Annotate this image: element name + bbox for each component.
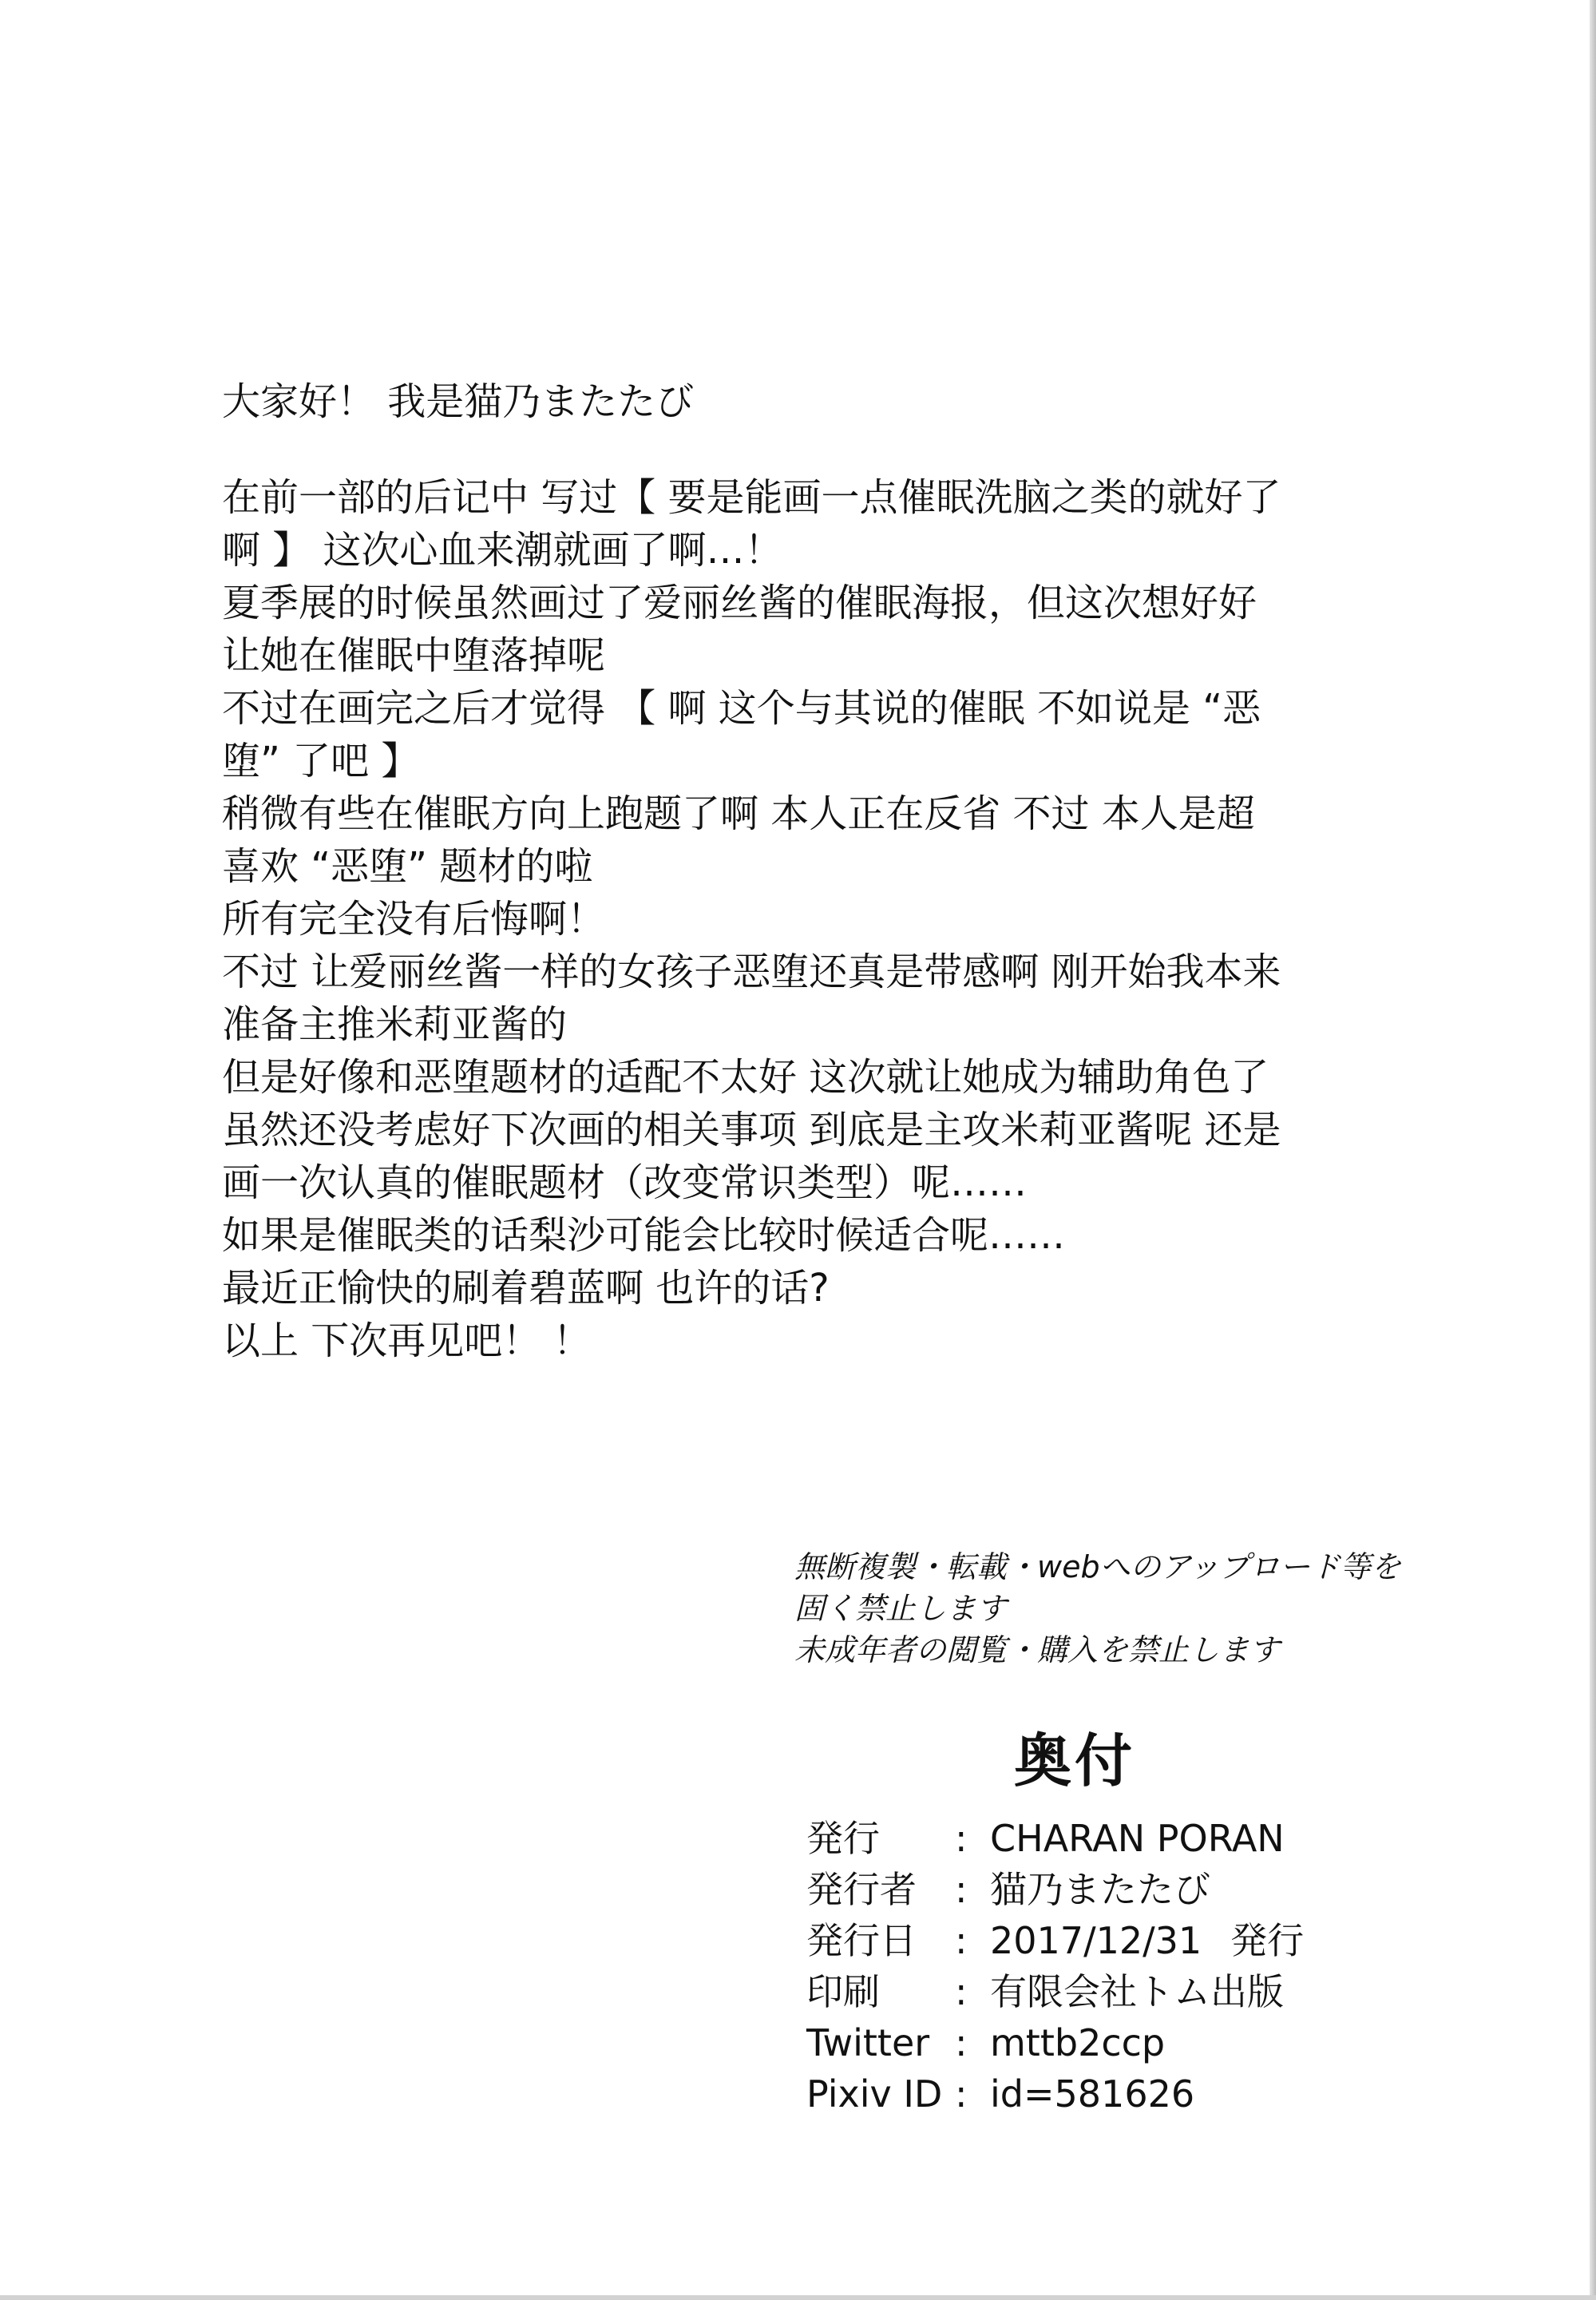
- afterword-line: 不过 让爱丽丝酱一样的女孩子恶堕还真是带感啊 刚开始我本来: [222, 950, 1281, 994]
- colophon-value: CHARAN PORAN: [990, 1817, 1285, 1860]
- colophon-separator: :: [955, 1868, 968, 1911]
- colophon-extra: 発行: [1230, 1919, 1305, 1962]
- colophon-value: id=581626: [990, 2072, 1195, 2116]
- colophon-separator: :: [955, 1817, 968, 1860]
- colophon-row-publisher: [806, 1813, 1493, 1864]
- colophon-label: 発行: [806, 1817, 880, 1860]
- colophon-separator: :: [955, 1919, 968, 1962]
- colophon-label: Twitter: [806, 2021, 930, 2064]
- afterword-line: 堕” 了吧 】: [222, 739, 420, 783]
- scan-edge-right: [1590, 0, 1596, 2300]
- colophon-title: 奥付: [1014, 1727, 1136, 1794]
- afterword-line: 喜欢 “恶堕” 题材的啦: [222, 844, 593, 889]
- afterword-greeting: 大家好！ 我是猫乃またたび: [222, 379, 695, 424]
- colophon-separator: :: [955, 2072, 968, 2116]
- colophon-value: 猫乃またたび: [990, 1868, 1210, 1911]
- colophon-row-date: [806, 1915, 1493, 1966]
- afterword-section: [222, 375, 1467, 1367]
- afterword-line: 稍微有些在催眠方向上跑题了啊 本人正在反省 不过 本人是超: [222, 791, 1255, 836]
- afterword-line: 画一次认真的催眠题材（改变常识类型）呢……: [222, 1160, 1028, 1205]
- colophon-row-pixiv: [806, 2068, 1493, 2120]
- afterword-line: 所有完全没有后悔啊！: [222, 897, 606, 942]
- colophon-separator: :: [955, 2021, 968, 2064]
- colophon-label: 発行者: [806, 1868, 917, 1911]
- afterword-line: 虽然还没考虑好下次画的相关事项 到底是主攻米莉亚酱呢 还是: [222, 1108, 1281, 1152]
- afterword-line: 让她在催眠中堕落掉呢: [222, 633, 606, 678]
- colophon-value: mttb2ccp: [990, 2021, 1166, 2064]
- colophon-value: 2017/12/31: [990, 1919, 1202, 1962]
- afterword-line: 但是好像和恶堕题材的适配不太好 这次就让她成为辅助角色了: [222, 1055, 1269, 1100]
- colophon-label: Pixiv ID: [806, 2072, 943, 2116]
- afterword-line: 如果是催眠类的话梨沙可能会比较时候适合呢……: [222, 1213, 1066, 1258]
- afterword-line: 不过在画完之后才觉得 【 啊 这个与其说的催眠 不如说是 “恶: [222, 686, 1261, 731]
- afterword-line: 以上 下次再见吧！ ！: [222, 1319, 592, 1363]
- colophon-separator: :: [955, 1970, 968, 2013]
- scan-edge-bottom: [0, 2295, 1596, 2300]
- notice-line: 無断複製・転載・webへのアップロード等を: [794, 1549, 1401, 1584]
- afterword-line: 啊 】 这次心血来潮就画了啊…！: [222, 528, 783, 573]
- colophon-value: 有限会社トム出版: [990, 1970, 1284, 2013]
- afterword-line: 在前一部的后记中 写过【 要是能画一点催眠洗脑之类的就好了: [222, 475, 1281, 520]
- colophon-row-printer: [806, 1966, 1493, 2017]
- afterword-line: 准备主推米莉亚酱的: [222, 1002, 568, 1047]
- notice-line: 固く禁止します: [794, 1591, 1008, 1626]
- colophon-table: [806, 1813, 1493, 2120]
- afterword-line: 最近正愉快的刷着碧蓝啊 也许的话?: [222, 1266, 830, 1311]
- colophon-row-author: [806, 1864, 1493, 1915]
- colophon-label: 発行日: [806, 1919, 917, 1962]
- colophon-row-twitter: [806, 2017, 1493, 2068]
- afterword-line: 夏季展的时候虽然画过了爱丽丝酱的催眠海报，但这次想好好: [222, 581, 1257, 625]
- copyright-notice: [794, 1546, 1433, 1671]
- colophon-label: 印刷: [806, 1970, 880, 2013]
- notice-line: 未成年者の閲覧・購入を禁止します: [794, 1632, 1281, 1668]
